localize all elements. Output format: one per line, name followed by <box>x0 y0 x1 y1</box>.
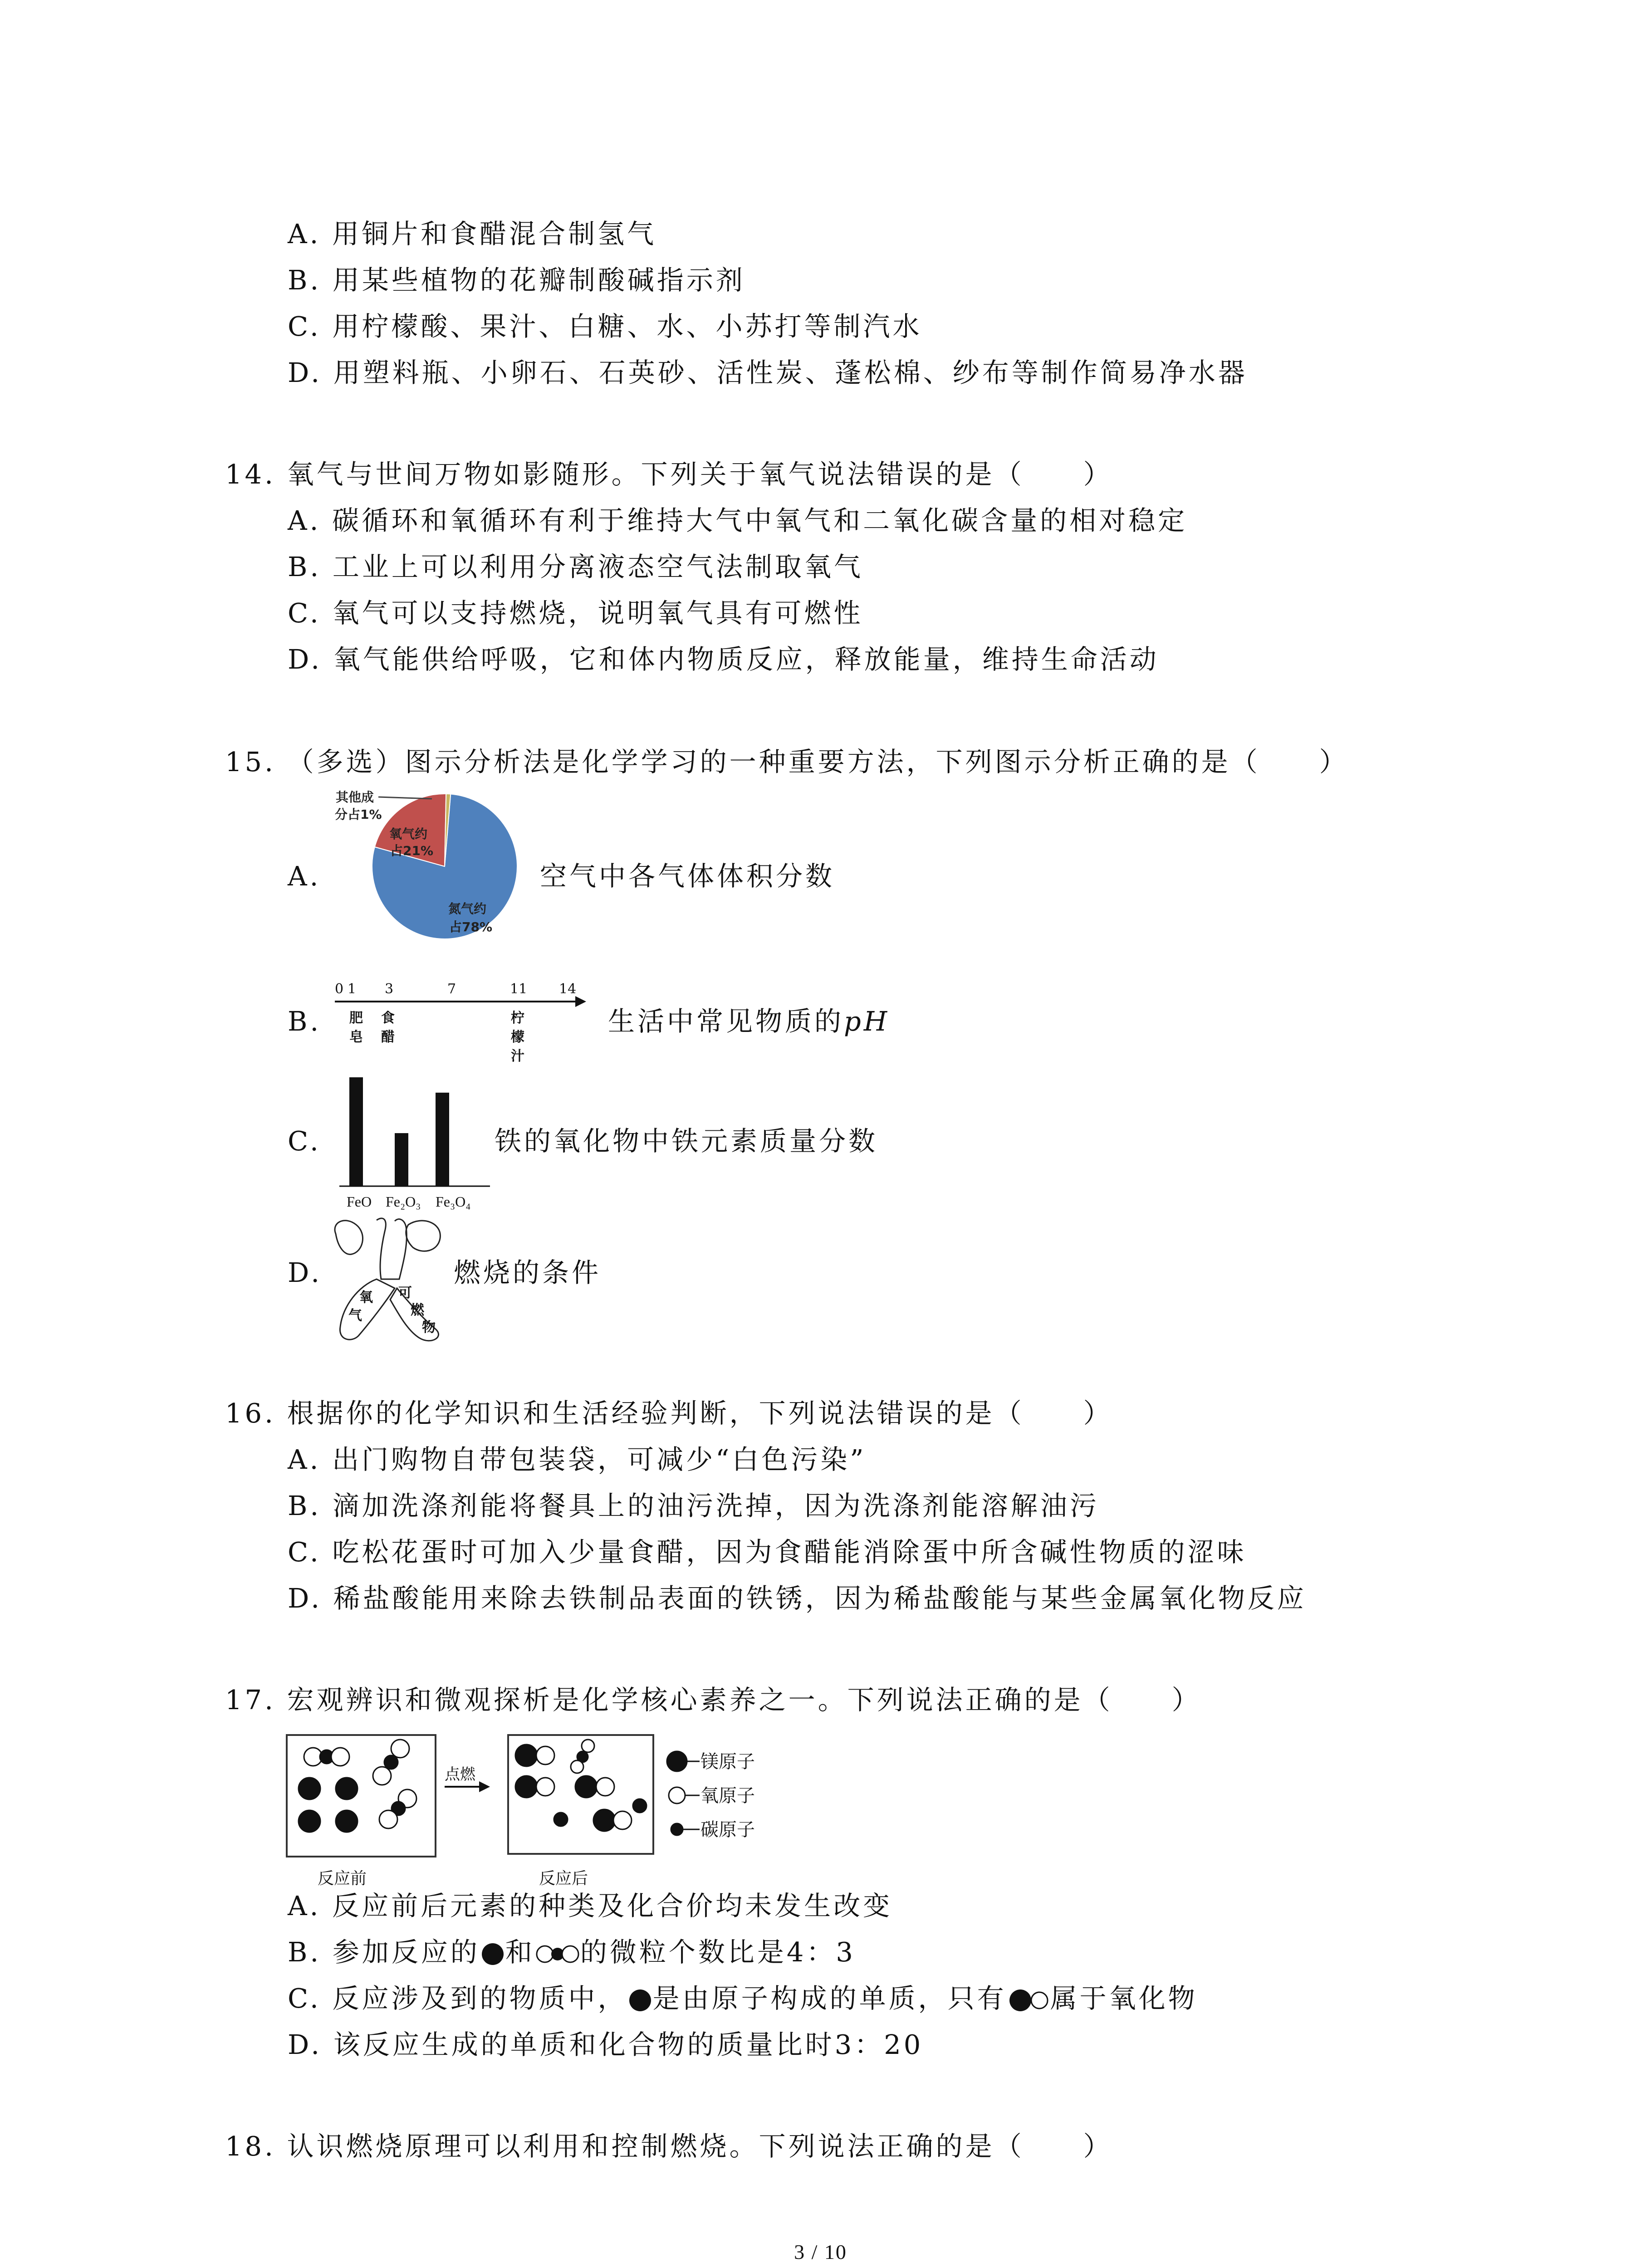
after-co2-o2 <box>571 1760 583 1773</box>
pie-label-oxygen-2: 占21% <box>390 843 434 858</box>
fire-label-oxygen-1: 氧 <box>359 1290 373 1305</box>
after-mgo-4-mg <box>593 1809 615 1831</box>
q14-stem: 14. 氧气与世间万物如影随形。下列关于氧气说法错误的是（ ） <box>225 459 1113 490</box>
q13-option-d: D. 用塑料瓶、小卵石、石英砂、活性炭、蓬松棉、纱布等制作简易净水器 <box>288 357 1248 388</box>
ph-tick-11: 11 <box>510 981 528 997</box>
mg-atom-symbol <box>480 1941 505 1967</box>
ph-item-lemon-1: 柠 <box>511 1010 524 1026</box>
ph-item-soap-1: 肥 <box>349 1010 363 1026</box>
q15-option-d-letter: D. <box>288 1257 322 1288</box>
bar-feo <box>349 1077 363 1186</box>
reaction-particle-diagram <box>281 1730 826 1894</box>
after-co2-o1 <box>582 1740 594 1752</box>
after-mgo-1-mg <box>515 1745 537 1766</box>
legend-mg-label: 镁原子 <box>700 1751 755 1772</box>
pie-label-other-1: 其他成 <box>336 790 374 805</box>
q16-option-c: C. 吃松花蛋时可加入少量食醋，因为食醋能消除蛋中所含碱性物质的涩味 <box>288 1536 1247 1568</box>
ph-tick-7: 7 <box>447 981 456 997</box>
q18-stem: 18. 认识燃烧原理可以利用和控制燃烧。下列说法正确的是（ ） <box>225 2131 1113 2162</box>
iron-oxide-bar-chart <box>336 1061 499 1216</box>
q17-stem: 17. 宏观辨识和微观探析是化学核心素养之一。下列说法正确的是（ ） <box>225 1684 1201 1716</box>
q15-option-c-letter: C. <box>288 1125 321 1157</box>
after-reaction-label: 反应后 <box>539 1869 588 1888</box>
q17-option-b <box>288 1936 856 1969</box>
pie-label-nitrogen-2: 占78% <box>449 919 493 934</box>
q17-option-d: D. 该反应生成的单质和化合物的质量比时3：20 <box>288 2029 924 2060</box>
fire-label-fuel-2: 燃 <box>411 1302 424 1318</box>
ph-axis-arrow <box>575 996 586 1007</box>
pie-label-other-2: 分占1% <box>335 807 382 822</box>
q17-option-c-mid: 是由原子构成的单质，只有 <box>652 1983 1007 2014</box>
q13-option-a: A. 用铜片和食醋混合制氢气 <box>288 218 657 249</box>
q17-option-b-pre: B. 参加反应的 <box>288 1936 480 1968</box>
ph-item-lemon-2: 檬 <box>511 1029 524 1045</box>
co2-molecule-symbol <box>535 1941 580 1967</box>
before-reaction-label: 反应前 <box>318 1869 367 1888</box>
reaction-arrow-head <box>479 1781 490 1792</box>
legend-c-icon <box>671 1823 683 1835</box>
after-mgo-2-o <box>536 1778 554 1796</box>
q17-option-c-post: 属于氧化物 <box>1050 1983 1198 2014</box>
ph-tick-3: 3 <box>385 981 394 997</box>
ph-tick-14: 14 <box>559 981 577 997</box>
fire-center-stroke <box>377 1218 407 1279</box>
q14-option-a: A. 碳循环和氧循环有利于维持大气中氧气和二氧化碳含量的相对稳定 <box>288 505 1188 536</box>
before-mg-2 <box>336 1778 358 1799</box>
q17-option-c-pre: C. 反应涉及到的物质中， <box>288 1983 627 2014</box>
legend-o-icon <box>669 1787 685 1804</box>
pie-label-oxygen-1: 氧气约 <box>389 826 428 841</box>
q14-option-c: C. 氧气可以支持燃烧，说明氧气具有可燃性 <box>288 597 863 629</box>
legend-c-label: 碳原子 <box>700 1819 755 1840</box>
fire-right-flame <box>406 1221 441 1251</box>
fire-label-fuel-3: 物 <box>422 1320 436 1335</box>
ph-tick-1: 1 <box>348 981 357 997</box>
bar-label-feo: FeO <box>347 1193 372 1210</box>
before-mg-3 <box>299 1810 320 1832</box>
mgo-molecule-symbol <box>1007 1988 1050 2013</box>
ph-item-soap-2: 皂 <box>349 1029 363 1045</box>
q15-option-b-text-main: 生活中常见物质的 <box>608 1006 844 1037</box>
q17-option-b-post: 的微粒个数比是4：3 <box>580 1936 856 1968</box>
q17-option-c <box>288 1982 1198 2015</box>
after-mgo-2-mg <box>515 1776 537 1798</box>
q15-option-a-letter: A. <box>288 860 321 892</box>
after-mgo-3-mg <box>575 1776 597 1798</box>
bar-label-fe3o4: Fe₃O₄ <box>436 1193 471 1210</box>
fire-left-flame <box>335 1221 362 1255</box>
after-c-1 <box>554 1813 568 1826</box>
q13-option-b: B. 用某些植物的花瓣制酸碱指示剂 <box>288 264 745 296</box>
after-c-2 <box>633 1799 647 1813</box>
air-composition-pie-chart <box>327 787 535 978</box>
ph-tick-0: 0 <box>335 981 344 997</box>
combustion-conditions-fire-diagram <box>331 1211 454 1343</box>
bar-fe3o4 <box>436 1093 449 1186</box>
fire-label-oxygen-2: 气 <box>348 1308 362 1324</box>
q14-option-d: D. 氧气能供给呼吸，它和体内物质反应，释放能量，维持生命活动 <box>288 644 1159 675</box>
q15-stem: 15. （多选）图示分析法是化学学习的一种重要方法，下列图示分析正确的是（ ） <box>225 746 1349 777</box>
legend-mg-icon <box>667 1751 687 1771</box>
q15-option-b-text <box>608 1005 890 1038</box>
q14-option-b: B. 工业上可以利用分离液态空气法制取氧气 <box>288 551 863 582</box>
q16-option-a: A. 出门购物自带包装袋，可减少“白色污染” <box>288 1444 867 1475</box>
pie-label-nitrogen-1: 氮气约 <box>448 901 487 916</box>
q16-stem: 16. 根据你的化学知识和生活经验判断，下列说法错误的是（ ） <box>225 1398 1113 1429</box>
after-mgo-3-o <box>596 1778 614 1796</box>
before-mg-1 <box>299 1778 320 1799</box>
ph-item-vinegar-2: 醋 <box>381 1029 395 1045</box>
ignite-label: 点燃 <box>445 1765 475 1784</box>
before-co2-o2 <box>331 1748 349 1766</box>
q17-option-b-mid: 和 <box>505 1936 535 1968</box>
q15-option-b-letter: B. <box>288 1006 322 1037</box>
before-co2c-o2 <box>379 1810 397 1828</box>
before-co2b-c <box>384 1755 398 1769</box>
q16-option-d: D. 稀盐酸能用来除去铁制品表面的铁锈，因为稀盐酸能与某些金属氧化物反应 <box>288 1583 1307 1614</box>
page-number: 3 / 10 <box>794 2240 847 2263</box>
ph-item-lemon-3: 汁 <box>511 1048 524 1064</box>
ph-item-vinegar-1: 食 <box>381 1010 395 1026</box>
q17-option-a: A. 反应前后元素的种类及化合价均未发生改变 <box>288 1890 893 1921</box>
q16-option-b: B. 滴加洗涤剂能将餐具上的油污洗掉，因为洗涤剂能溶解油污 <box>288 1490 1099 1521</box>
bar-fe2o3 <box>395 1133 408 1186</box>
after-mgo-1-o <box>536 1746 554 1765</box>
q15-option-c-text: 铁的氧化物中铁元素质量分数 <box>495 1125 878 1157</box>
legend-o-label: 氧原子 <box>700 1785 755 1806</box>
before-co2b-o2 <box>373 1767 391 1785</box>
mg-atom-symbol-c <box>627 1988 653 2013</box>
before-mg-4 <box>336 1810 358 1832</box>
q15-option-b-ph: pH <box>844 1006 890 1037</box>
fire-label-fuel-1: 可 <box>398 1285 412 1301</box>
bar-label-fe2o3: Fe₂O₃ <box>386 1193 421 1210</box>
before-co2b-o1 <box>391 1740 409 1758</box>
q15-option-a-text: 空气中各气体体积分数 <box>540 860 835 892</box>
after-mgo-4-o <box>613 1811 632 1829</box>
q15-option-d-text: 燃烧的条件 <box>454 1257 602 1288</box>
q13-option-c: C. 用柠檬酸、果汁、白糖、水、小苏打等制汽水 <box>288 311 922 342</box>
